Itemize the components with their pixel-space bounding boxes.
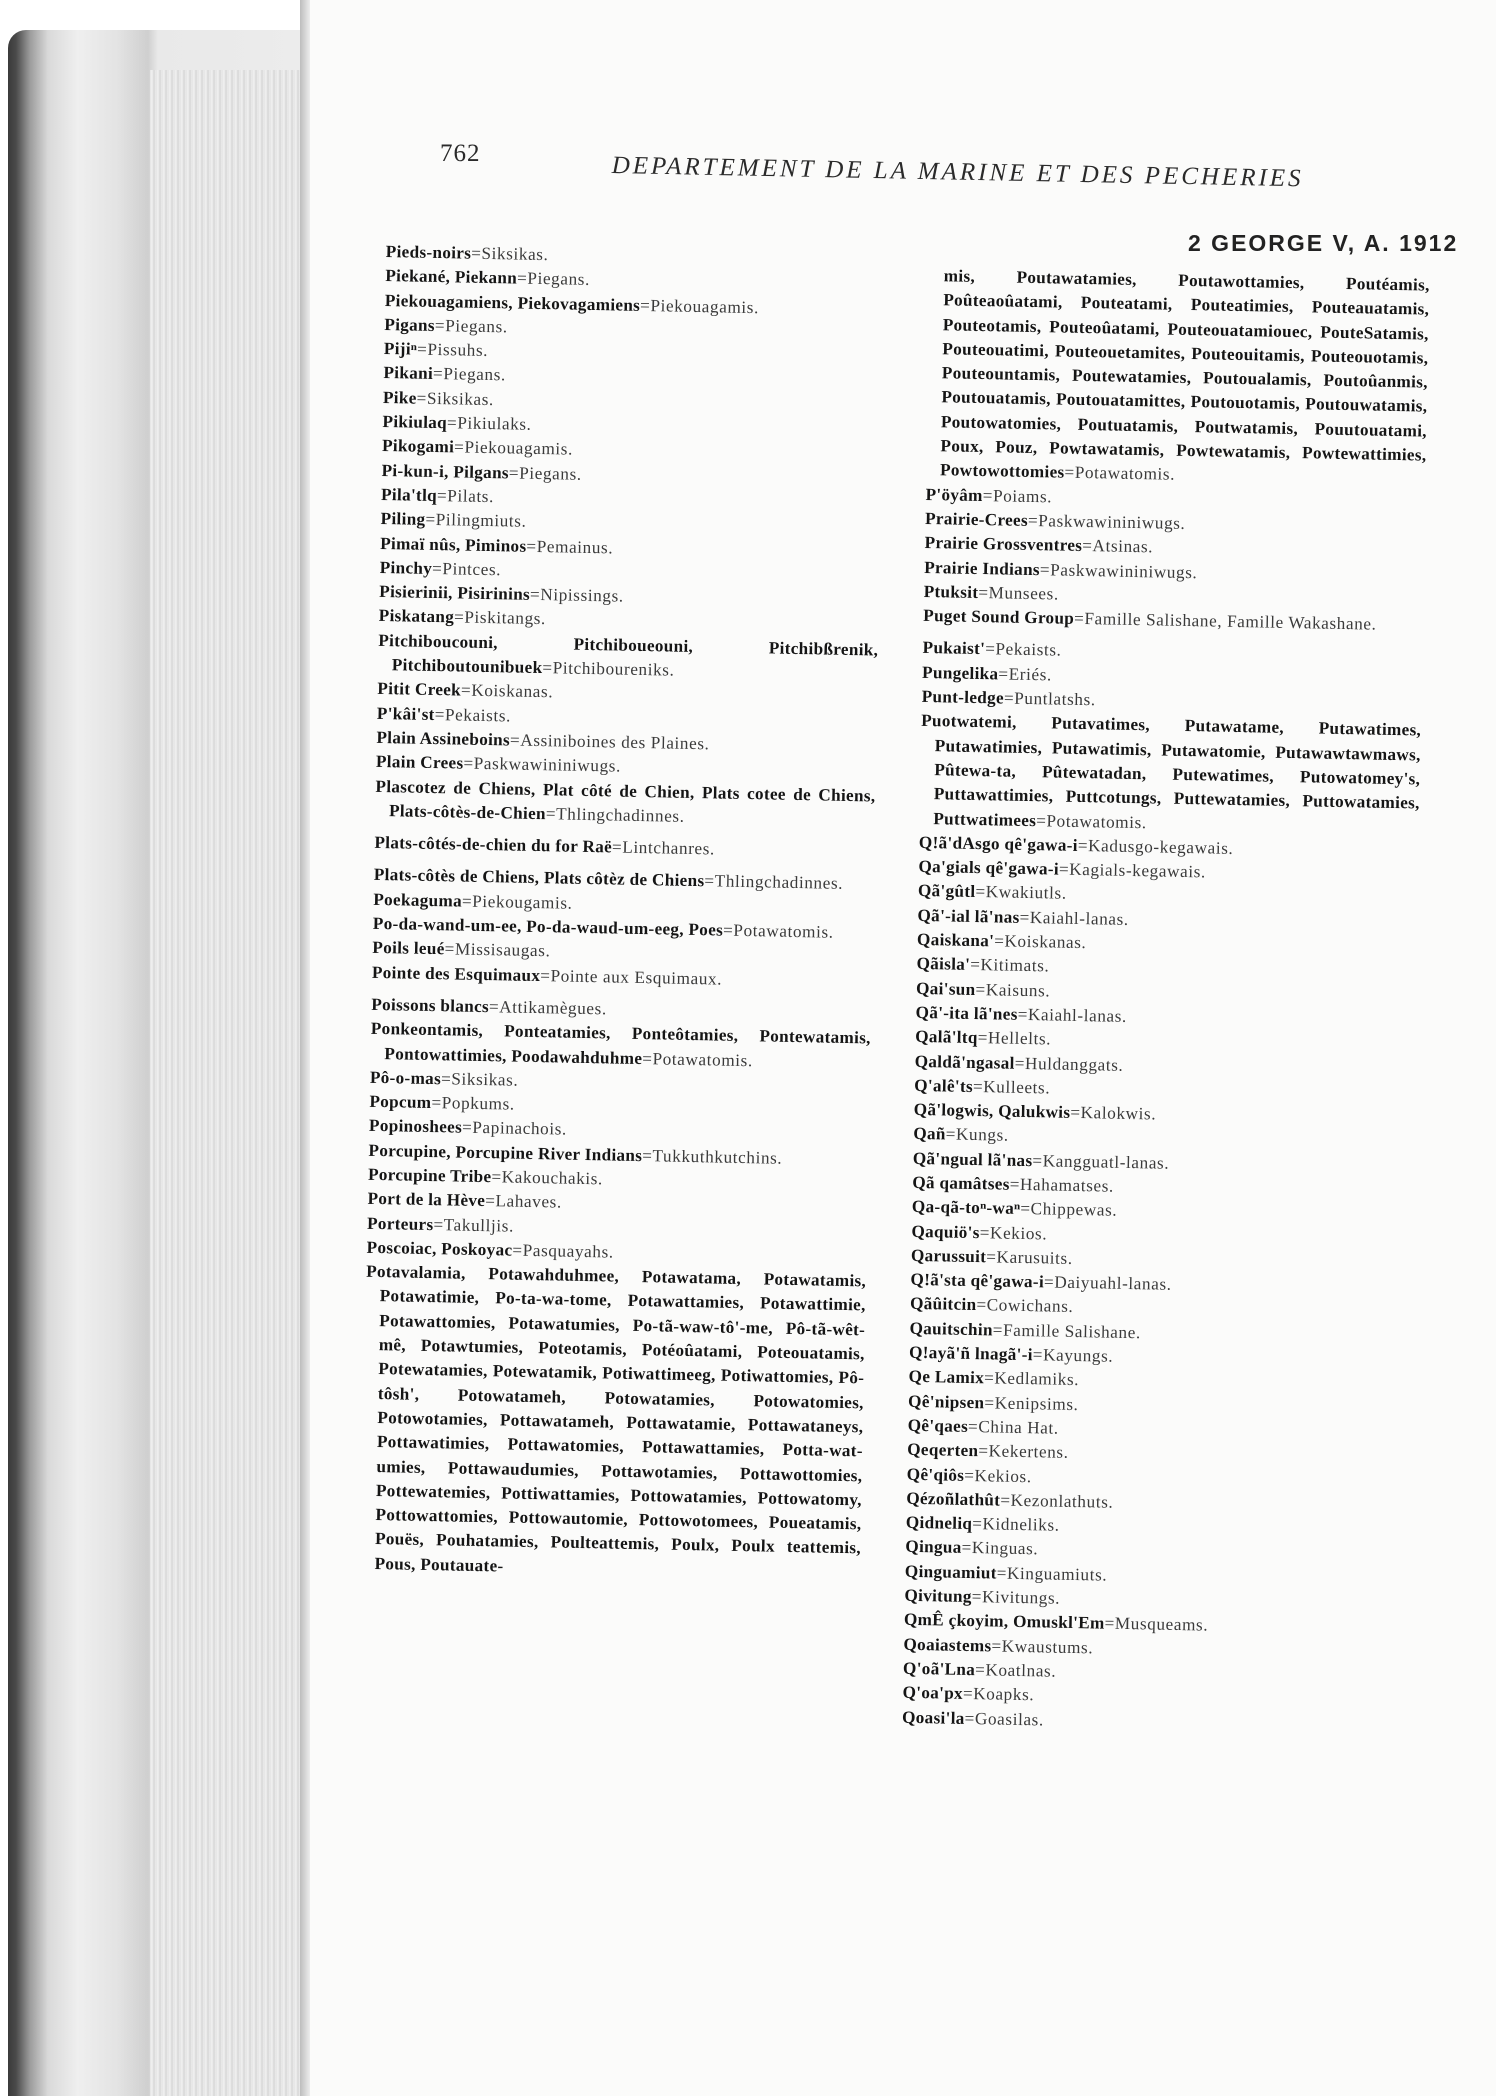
running-title: DEPARTEMENT DE LA MARINE ET DES PECHERIES [611,152,1304,193]
entry-headword: Popinoshees [368,1116,463,1138]
entry-reference: =Famille Salishane. [992,1320,1142,1343]
entry-headword: Qaiskana' [916,929,995,951]
entry-reference: =Thlingchadinnes. [545,804,685,826]
index-entry [374,831,874,865]
entry-headword: Pô-o-mas [369,1067,442,1089]
entry-headword: Qarussuit [910,1245,987,1267]
entry-headword: Qã'logwis, Qalukwis [913,1099,1071,1122]
entry-reference: =Pissuhs. [416,339,489,361]
entry-reference: =Pekaists. [985,639,1062,661]
entry-headword: Qauitschin [909,1318,993,1340]
entry-reference: =Siksikas. [416,388,495,409]
entry-headword: Porcupine, Porcupine River Indians [368,1140,643,1165]
entry-reference: =Koapks. [962,1684,1035,1705]
entry-reference: =Siksikas. [440,1069,519,1090]
entry-reference: =Kaisuns. [975,979,1051,1001]
entry-headword: Puotwatemi, Putavatimes, Putawatame, Putawatimes, Putawatimies, Putawatimis, Putawatomie, Putawawtawmaws, Pûtewa-ta, Pûtewatadan, Putewatimes, Putowatomey's, Puttawattimies, Puttcotungs, Puttewatamies, Puttowatamies, Puttwatimees [921,711,1422,830]
entry-headword: Plain Assineboins [376,727,511,750]
entry-reference: =Pikiulaks. [446,413,532,434]
entry-headword: Q!ã'dAsgo qê'gawa-i [918,832,1079,855]
entry-headword: Qa'gials qê'gawa-i [918,857,1060,879]
page-number: 762 [440,140,481,167]
entry-reference: =Kwaustums. [991,1636,1094,1658]
index-entry [375,774,876,832]
entry-reference: =Atsinas. [1082,536,1154,557]
entry-headword: Prairie-Crees [924,508,1029,530]
entry-headword: Qê'qaes [907,1415,969,1436]
entry-headword: Qézoñlathût [906,1488,1001,1510]
entry-reference: =Eriés. [998,664,1053,685]
entry-reference: =Kaiahl-lanas. [1019,907,1129,929]
entry-reference: =Puntlatshs. [1003,688,1096,710]
entry-reference: =Chippewas. [1020,1199,1118,1221]
entry-reference: =Pemainus. [526,536,614,557]
entry-reference: =Kalokwis. [1070,1102,1157,1124]
entry-reference: =Kidneliks. [972,1514,1060,1535]
entry-headword: Q!ayã'ñ lnagã'-i [908,1342,1033,1365]
entry-headword: Ponkeontamis, Ponteatamies, Ponteôtamies, Pontewatamis, Pontowattimies, Poodawahduhme [370,1019,871,1068]
entry-headword: Qeqerten [907,1440,979,1461]
entry-headword: Q'alê'ts [914,1075,974,1096]
entry-reference: =Piekougamis. [461,891,573,913]
entry-reference: =Famille Salishane, Famille Wakashane. [1073,608,1377,634]
entry-reference: =Goasilas. [964,1708,1045,1729]
entry-reference: =Kakouchakis. [491,1167,604,1189]
entry-headword: Qaldã'ngasal [914,1051,1015,1073]
entry-reference: =Cowichans. [976,1295,1074,1317]
entry-reference: =Kekios. [964,1465,1032,1486]
entry-headword: Qa-qã-toⁿ-waⁿ [911,1197,1021,1219]
entry-reference: =Kekertens. [978,1441,1069,1463]
entry-headword: Qã'-ita lã'nes [915,1002,1018,1024]
index-entry [360,1260,866,1585]
entry-reference: =Piegans. [516,268,591,290]
entry-headword: Qã'ngual lã'nas [912,1148,1033,1170]
entry-headword: Porteurs [366,1213,434,1234]
entry-headword: Qãûitcin [909,1294,977,1315]
entry-headword: Prairie Indians [923,557,1041,579]
entry-reference: =Koatlnas. [974,1660,1057,1681]
entry-headword: QmÊ çkoyim, Omuskl'Em [903,1610,1105,1633]
entry-reference: =Kaiahl-lanas. [1017,1004,1128,1026]
entry-headword: Plats-côtés-de-chien du for Raë [374,833,613,857]
entry-headword: Poscoiac, Poskoyac [366,1237,513,1260]
entry-headword: Ptuksit [923,581,979,602]
entry-headword: Pigans [384,314,436,335]
entry-reference: =Kayungs. [1032,1345,1114,1366]
entry-headword: Qoaiastems [903,1634,992,1656]
entry-headword: Plats-côtès de Chiens, Plats côtèz de Chiens [373,865,705,891]
entry-headword: Po-da-wand-um-ee, Po-da-waud-um-eeg, Poes [372,913,724,940]
entry-reference: =Popkums. [431,1093,515,1114]
entry-headword: Piling [380,509,426,530]
entry-reference: =Nipissings. [529,584,624,606]
entry-reference: =Kagials-kegawais. [1058,859,1207,882]
entry-reference: =Piegans. [508,463,582,484]
entry-reference: =Pitchiboureniks. [542,658,675,680]
entry-reference: =Kedlamiks. [983,1368,1080,1390]
entry-headword: Qai'sun [915,978,976,999]
entry-headword: Q'oa'px [902,1682,964,1704]
entry-headword: Plain Crees [375,752,464,773]
entry-headword: Pimaï nûs, Piminos [379,533,527,556]
entry-headword: Qinguamiut [904,1561,997,1583]
entry-reference: =Siksikas. [471,243,549,265]
entry-reference: =Koiskanas. [994,931,1087,953]
entry-headword: Qã qamâtses [912,1172,1010,1194]
entry-headword: Q'oã'Lna [902,1658,976,1680]
entry-reference: =Poiams. [982,485,1053,507]
entry-headword: Pijiⁿ [383,339,418,359]
entry-headword: Pointe des Esquimaux [371,962,541,985]
entry-reference: =Pilingmiuts. [425,510,527,532]
entry-headword: Qe Lamix [908,1367,985,1388]
index-entry [926,264,1430,492]
entry-reference: =Hahamatses. [1009,1174,1115,1196]
entry-headword: Qidneliq [905,1512,973,1534]
entry-headword: Qingua [905,1537,962,1558]
entry-headword: Prairie Grossventres [924,533,1083,556]
entry-reference: =Pilats. [436,485,495,507]
entry-headword: Pila'tlq [380,484,438,505]
entry-headword: Pungelika [921,662,999,684]
entry-reference: =Koiskanas. [460,680,554,702]
entry-reference: =Potawatomis. [1064,462,1176,485]
entry-reference: =Takulljis. [433,1214,515,1236]
entry-reference: =Missisaugas. [444,939,551,961]
entry-reference: =Pintces. [431,558,502,580]
entry-reference: =Daiyuahl-lanas. [1043,1272,1172,1294]
entry-headword: Qã'-ial lã'nas [917,905,1020,927]
entry-reference: =Piegans. [434,315,508,337]
entry-reference: =Lintchanres. [611,837,716,859]
entry-headword: Qê'qiôs [906,1464,965,1485]
entry-reference: =Potawatomis. [642,1048,754,1070]
entry-headword: Pikani [383,363,434,384]
entry-reference: =Kenipsims. [984,1392,1079,1414]
entry-headword: P'öyâm [925,484,983,505]
entry-headword: Pitchiboucouni, Pitchiboueouni, Pitchibßrenik, Pitchiboutounibuek [378,630,879,678]
entry-reference: =Paskwawininiwugs. [1039,559,1198,582]
entry-headword: Poils leué [372,938,445,959]
entry-reference: =Assiniboines des Plaines. [509,730,710,754]
entry-headword: Puget Sound Group [923,606,1075,628]
entry-reference: =Kinguamiuts. [996,1563,1108,1585]
entry-reference: =Kinguas. [961,1538,1039,1559]
entry-headword: Pinchy [379,557,433,578]
left-column [360,240,886,1585]
entry-reference: =Pointe aux Esquimaux. [540,965,723,989]
entry-headword: Pi-kun-i, Pilgans [381,460,510,483]
entry-headword: Pitit Creek [377,679,462,700]
entry-headword: Qañ [913,1124,946,1144]
entry-headword: Plascotez de Chiens, Plat côté de Chien, Plats cotee de Chiens, Plats-côtès-de-Chien [375,776,876,824]
entry-reference: =Huldanggats. [1014,1053,1124,1075]
entry-reference: =Kadusgo-kegawais. [1077,835,1234,858]
entry-reference: =Potawatomis. [1036,810,1147,832]
entry-reference: =Paskwawininiwugs. [1027,510,1186,533]
entry-reference: =Piekouagamis. [453,437,574,460]
entry-reference: =Tukkuthkutchins. [642,1145,783,1168]
entry-headword: Pisierinii, Pisirinins [379,582,531,604]
entry-headword: Popcum [369,1091,432,1113]
entry-reference: =Pekaists. [434,704,512,726]
entry-reference: =Kitimats. [970,955,1050,976]
right-column [902,264,1430,1739]
entry-headword: Q!ã'sta qê'gawa-i [910,1269,1045,1292]
entry-headword: Qê'nipsen [907,1391,985,1412]
entry-reference: =Kekios. [979,1222,1048,1244]
entry-headword: Qã'gûtl [917,881,976,902]
entry-reference: =Karusuits. [986,1247,1073,1268]
entry-headword: Qaquiö's [911,1221,980,1242]
entry-reference: =Lahaves. [485,1191,563,1212]
entry-reference: =Thlingchadinnes. [704,871,844,894]
index-entry [919,709,1421,840]
entry-headword: Potavalamia, Potawahduhmee, Potawatama, Potawatamis, Potawatimie, Po-ta-wa-tome, Potawattamies, Potawattimie, Potawattomies, Potawatumies, Po-tã-waw-tô'-me, Pô-tã-wêt-mê, Potawtumies, Poteotamis, Potéoûatami, Poteouatamis, Potewatamies, Potewatamik, Potiwattimeeg, Potiwattomies, Pô-tôsh', Potowatameh, Potowatamies, Potowatomies, Potowotamies, Pottawatameh, Pottawatamie, Pottawataneys, Pottawatimies, Pottawatomies, Pottawattamies, Potta-wat-umies, Pottawaudumies, Pottawotamies, Pottawottomies, Pottewatemies, Pottiwattamies, Pottowatamies, Pottowatomy, Pottowattomies, Pottowautomie, Pottowotomees, Poueatamis, Pouës, Pouhatamies, Poulteattemis, Poulx, Poulx teattemis, Pous, Poutauate- [366,1261,867,1576]
entry-headword: Qalã'ltq [914,1027,978,1048]
entry-headword: Pike [382,387,417,408]
entry-headword: Porcupine Tribe [367,1164,492,1187]
entry-reference: =Pasquayahs. [512,1240,614,1262]
entry-headword: Poissons blancs [371,994,490,1017]
entry-headword: Pukaist' [922,638,986,659]
entry-reference: =Kivitungs. [971,1587,1061,1608]
entry-reference: =Attikamègues. [488,997,608,1019]
entry-reference: =Kwakiutls. [975,882,1067,904]
entry-reference: =Kezonlathuts. [1000,1490,1114,1512]
entry-reference: =Piskitangs. [453,607,547,629]
entry-reference: =Kangguatl-lanas. [1032,1150,1170,1173]
entry-reference: =Paskwawininiwugs. [463,753,622,776]
entry-reference: =Potawatomis. [722,920,834,942]
entry-headword: Piskatang [378,606,455,627]
entry-reference: =Hellelts. [977,1028,1052,1049]
entry-headword: Pikiulaq [382,412,448,433]
page-stack [150,70,310,2096]
entry-headword: Port de la Hève [367,1189,486,1211]
entry-headword: Punt-ledge [921,686,1005,708]
entry-reference: =Piekouagamis. [639,295,760,317]
entry-reference: =Papinachois. [461,1118,568,1140]
entry-headword: Qoasi'la [901,1707,965,1728]
entry-headword: P'kâi'st [376,703,435,724]
entry-headword: Poekaguma [373,889,463,911]
entry-headword: Pieds-noirs [385,241,472,263]
entry-reference: =Kulleets. [972,1076,1051,1098]
entry-headword: Qãisla' [916,954,971,975]
entry-reference: =Kungs. [945,1124,1009,1146]
entry-headword: mis, Poutawatamies, Poutawottamies, Poutéamis, Poûteaoûatami, Pouteatami, Pouteatimies, Pouteauatamis, Pouteotamis, Pouteoûatami, Pouteouatamiouec, PouteSatamis, Pouteouatimi, Pouteouetamites, Pouteouitamis, Pouteouotamis, Pouteountamis, Poutewatamies, Poutoualamis, Poutoûanmis, Poutouatamis, Poutouatamittes, Poutouotamis, Poutouwatamis, Poutowatomies, Poutuatamis, Poutwatamis, Pouutouatami, Poux, Pouz, Powtawatamis, Powtewatamis, Powtewattimies, Powtowottomies [939,266,1430,482]
entry-reference: =China Hat. [967,1416,1059,1438]
entry-reference: =Munsees. [978,582,1060,604]
session-tag: 2 GEORGE V, A. 1912 [1188,230,1459,256]
entry-reference: =Musqueams. [1104,1613,1209,1635]
entry-reference: =Piegans. [432,364,507,385]
entry-headword: Qivitung [904,1585,972,1607]
entry-headword: Pikogami [381,436,455,457]
entry-headword: Piekouagamiens, Piekovagamiens [384,290,641,315]
entry-headword: Piekané, Piekann [385,266,518,288]
